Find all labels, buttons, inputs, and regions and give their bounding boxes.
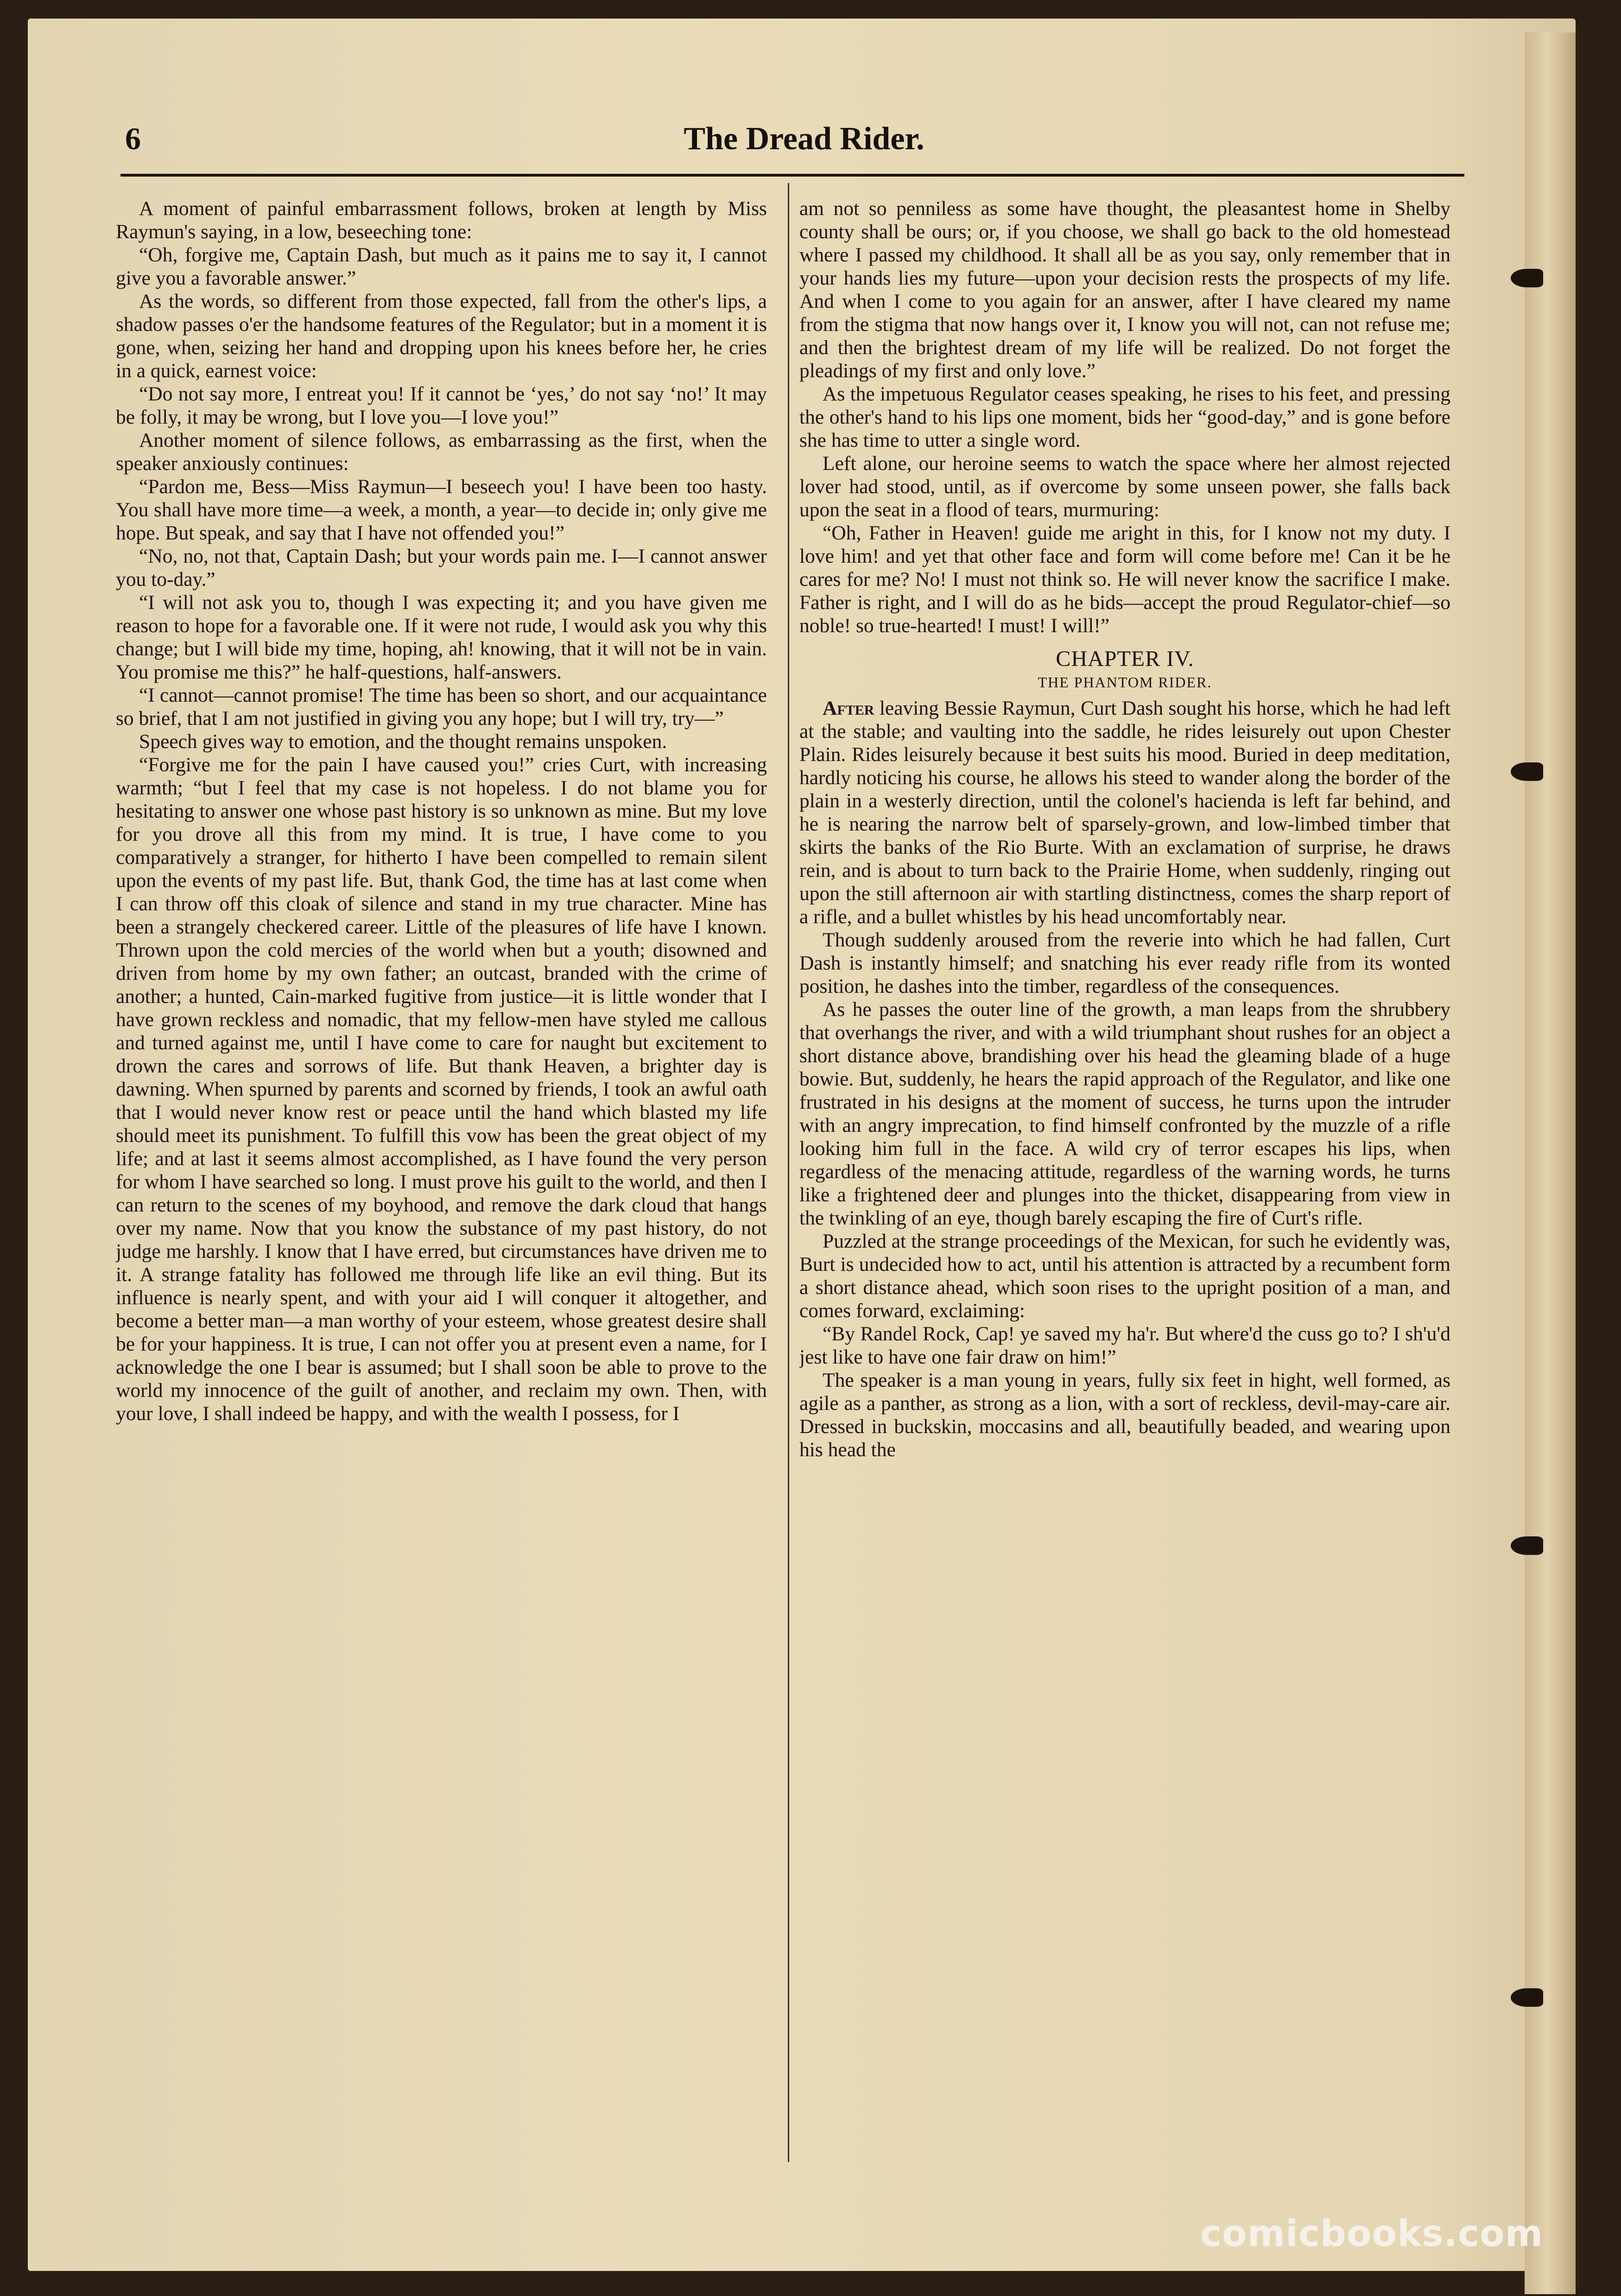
paragraph: am not so penniless as some have thought, the pleasantest home in Shelby county shall be ours; or, if you choose, we shall go back to the old homestead where I passed my childhood. It shall all be as you say, only remember that in your hands lies my future—upon your decision rests the prospects of my life. And when I come to you again for an answer, after I have cleared my name from the stigma that now hangs over it, I know you will not, can not refuse me; and then the brightest dream of my life will be realized. Do not forget the pleadings of my first and only love.” (799, 197, 1450, 382)
paragraph: A moment of painful embarrassment follows, broken at length by Miss Raymun's saying, in a low, beseeching tone: (116, 197, 767, 243)
paragraph: “No, no, not that, Captain Dash; but your words pain me. I—I cannot answer you to-day.” (116, 545, 767, 590)
left-column (116, 197, 767, 2171)
header-rule (120, 174, 1464, 177)
page-number: 6 (125, 121, 141, 156)
paragraph: As he passes the outer line of the growth, a man leaps from the shrubbery that overhangs the river, and with a wild triumphant shout rushes for an object a short distance above, brandishing over his head the gleaming blade of a huge bowie. But, suddenly, he hears the rapid approach of the Regulator, and like one frustrated in his designs at the moment of success, he turns upon the intruder with an angry imprecation, to find himself confronted by the muzzle of a rifle looking him full in the face. A wild cry of terror escapes his lips, when regardless of the menacing attitude, regardless of the warning words, he turns like a frightened deer and plunges into the thicket, disappearing from view in the twinkling of an eye, though barely escaping the fire of Curt's rifle. (799, 998, 1450, 1229)
paragraph: Puzzled at the strange proceedings of the Mexican, for such he evidently was, Burt is undecided how to act, until his attention is attracted by a recumbent form a short distance ahead, which soon rises to the upright position of a man, and comes forward, exclaiming: (799, 1230, 1450, 1322)
binding-stitch (1511, 269, 1543, 287)
paragraph: “Do not say more, I entreat you! If it cannot be ‘yes,’ do not say ‘no!’ It may be folly, it may be wrong, but I love you—I love you!” (116, 383, 767, 428)
binding-stitch (1511, 1988, 1543, 2007)
paragraph: As the words, so different from those expected, fall from the other's lips, a shadow passes o'er the handsome features of the Regulator; but in a moment it is gone, when, seizing her hand and dropping upon his knees before her, he cries in a quick, earnest voice: (116, 290, 767, 382)
paragraph: The speaker is a man young in years, fully six feet in hight, well formed, as agile as a panther, as strong as a lion, with a sort of reckless, devil-may-care air. Dressed in buckskin, moccasins and all, beautifully beaded, and wearing upon his head the (799, 1369, 1450, 1461)
chapter-opening-text: leaving Bessie Raymun, Curt Dash sought his horse, which he had left at the stable; and vaulting into the saddle, he rides leisurely out upon Chester Plain. Rides leisurely because it best suits his mood. Buried in deep meditation, hardly noticing his course, he allows his steed to wander along the border of the plain in a westerly direction, until the colonel's hacienda is left far behind, and he is nearing the narrow belt of sparsely-grown, and low-limbed timber that skirts the banks of the Rio Burte. With an exclamation of surprise, he draws rein, and is about to turn back to the Prairie Home, when suddenly, ringing out upon the still afternoon air with startling distinctness, comes the sharp report of a rifle, and a bullet whistles by his head uncomfortably near. (799, 697, 1450, 928)
paragraph: “Oh, Father in Heaven! guide me aright in this, for I know not my duty. I love him! and yet that other face and form will come before me! Can it be he cares for me? No! I must not think so. He will never know the sacrifice I make. Father is right, and I will do as he bids—accept the proud Regulator-chief—so noble! so true-hearted! I must! I will!” (799, 522, 1450, 637)
drop-lead-word: After (823, 697, 874, 719)
chapter-opening-paragraph (799, 697, 1450, 928)
paragraph: “Forgive me for the pain I have caused you!” cries Curt, with increasing warmth; “but I feel that my case is not hopeless. I do not blame you for hesitating to answer one whose past history is so unknown as mine. But my love for you drove all this from my mind. It is true, I have come to you comparatively a stranger, for hitherto I have been compelled to remain silent upon the events of my past life. But, thank God, the time has at last come when I can throw off this cloak of silence and stand in my true character. Mine has been a strangely checkered career. Little of the pleasures of life have I known. Thrown upon the cold mercies of the world when but a youth; disowned and driven from home by my own father; an outcast, branded with the crime of another; a hunted, Cain-marked fugitive from justice—it is little wonder that I have grown reckless and nomadic, that my fellow-men have styled me callous and turned against me, until I have come to care for naught but excitement to drown the cares and sorrows of life. But thank Heaven, a brighter day is dawning. When spurned by parents and scorned by friends, I took an awful oath that I would never know rest or peace until the hand which blasted my life should meet its punishment. To fulfill this vow has been the great object of my life; and at last it seems almost accomplished, as I have found the very person for whom I have searched so long. I must prove his guilt to the world, and then I can return to the scenes of my boyhood, and remove the dark cloud that hangs over my name. Now that you know the substance of my past history, do not judge me harshly. I know that I have erred, but circumstances have driven me to it. A strange fatality has followed me through life like an evil thing. But its influence is nearly spent, and with your aid I will conquer it altogether, and become a better man—a man worthy of your esteem, whose greatest desire shall be for your happiness. It is true, I can not offer you at present even a name, for I acknowledge the one I bear is assumed; but I shall soon be able to prove to the world my innocence of the guilt of another, and reclaim my own. Then, with your love, I shall indeed be happy, and with the wealth I possess, for I (116, 754, 767, 1425)
right-column (799, 197, 1450, 2171)
paragraph: “By Randel Rock, Cap! ye saved my ha'r. But where'd the cuss go to? I sh'u'd jest like to have one fair draw on him!” (799, 1323, 1450, 1368)
paragraph: Though suddenly aroused from the reverie into which he had fallen, Curt Dash is instantly himself; and snatching his ever ready rifle from its wonted position, he dashes into the timber, regardless of the consequences. (799, 929, 1450, 997)
running-title: The Dread Rider. (684, 121, 924, 157)
paragraph: As the impetuous Regulator ceases speaking, he rises to his feet, and pressing the other's hand to his lips one moment, bids her “good-day,” and is gone before she has time to utter a single word. (799, 383, 1450, 451)
paragraph: “Oh, forgive me, Captain Dash, but much as it pains me to say it, I cannot give you a favorable answer.” (116, 244, 767, 289)
binding-stitch (1511, 1536, 1543, 1555)
binding-stitch (1511, 762, 1543, 781)
site-watermark: comicbooks.com (1200, 2213, 1544, 2255)
next-page-edge (1525, 32, 1576, 2294)
paragraph: Another moment of silence follows, as embarrassing as the first, when the speaker anxiously continues: (116, 429, 767, 475)
paragraph: Left alone, our heroine seems to watch the space where her almost rejected lover had stood, until, as if overcome by some unseen power, she falls back upon the seat in a flood of tears, murmuring: (799, 452, 1450, 521)
column-divider (788, 183, 789, 2162)
paragraph: “I cannot—cannot promise! The time has been so short, and our acquaintance so brief, that I am not justified in giving you any hope; but I will try, try—” (116, 684, 767, 729)
chapter-heading: CHAPTER IV. (1056, 647, 1194, 671)
page-header (125, 116, 1483, 167)
paragraph: Speech gives way to emotion, and the thought remains unspoken. (139, 730, 667, 753)
paragraph: “Pardon me, Bess—Miss Raymun—I beseech you! I have been too hasty. You shall have more time—a week, a month, a year—to decide in; only give me hope. But speak, and say that I have not offended you!” (116, 476, 767, 544)
paragraph: “I will not ask you to, though I was expecting it; and you have given me reason to hope for a favorable one. If it were not rude, I would ask you why this change; but I will bide my time, hoping, ah! knowing, that it will not be in vain. You promise me this?” he half-questions, half-answers. (116, 591, 767, 683)
chapter-subtitle: THE PHANTOM RIDER. (1038, 674, 1212, 691)
